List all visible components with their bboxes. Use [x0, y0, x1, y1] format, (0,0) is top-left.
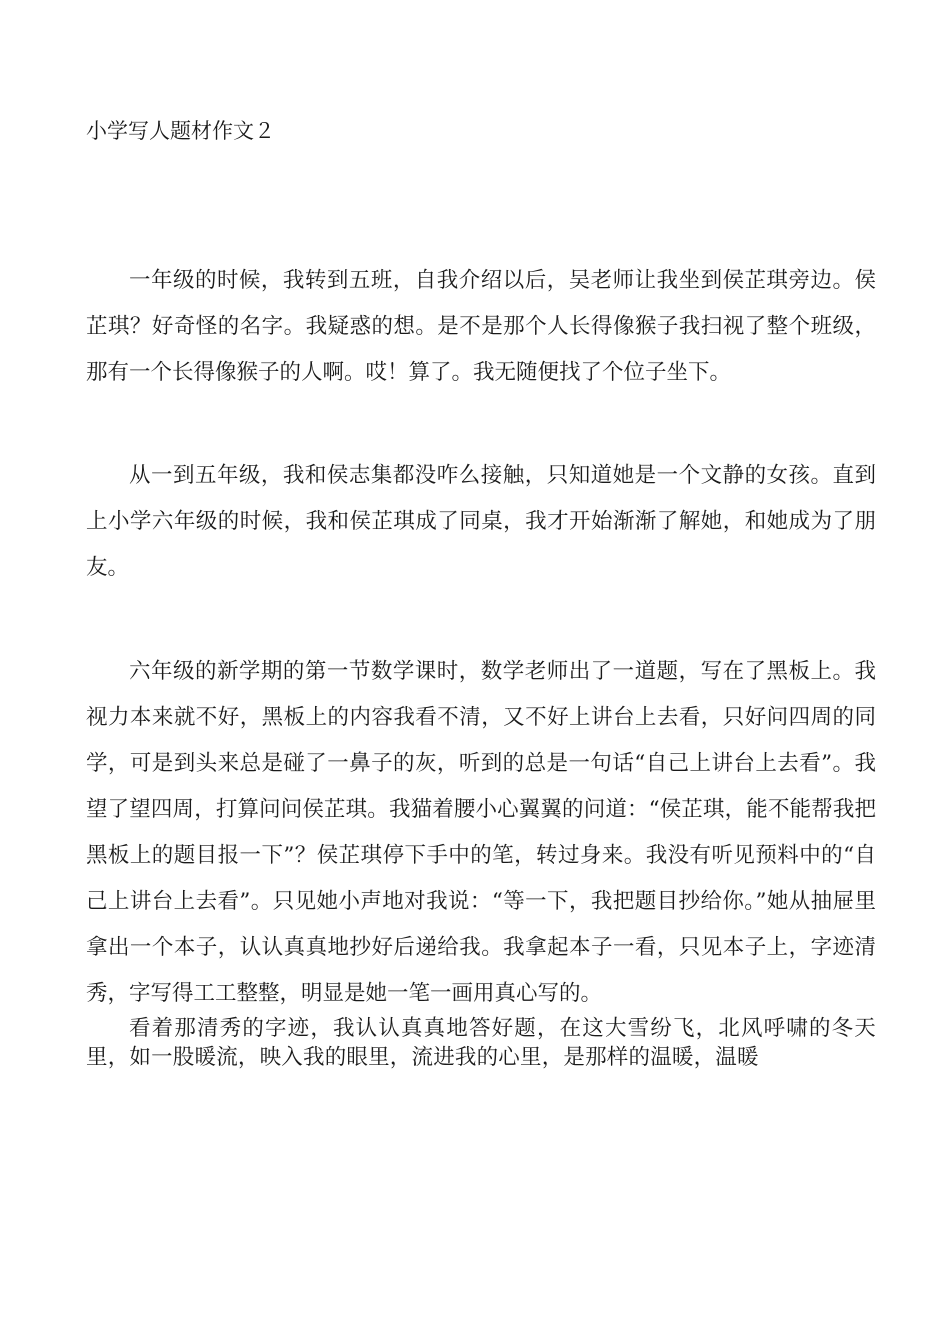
document-title: 小学写人题材作文２: [86, 119, 275, 143]
paragraph-2: 从一到五年级，我和侯志集都没咋么接触，只知道她是一个文静的女孩。直到上小学六年级的时候，我和侯芷琪成了同桌，我才开始渐渐了解她，和她成为了朋友。: [86, 463, 876, 580]
paragraph-1: 一年级的时候，我转到五班，自我介绍以后，吴老师让我坐到侯芷琪旁边。侯芷琪？好奇怪的名字。我疑惑的想。是不是那个人长得像猴子我扫视了整个班级，那有一个长得像猴子的人啊。哎！算了。我无随便找了个位子坐下。: [86, 268, 876, 385]
paragraph-3: 六年级的新学期的第一节数学课时，数学老师出了一道题，写在了黑板上。我视力本来就不好，黑板上的内容我看不清，又不好上讲台上去看，只好问四周的同学，可是到头来总是碰了一鼻子的灰，听到的总是一句话“自己上讲台上去看”。我望了望四周，打算问问侯芷琪。我猫着腰小心翼翼的问道：“侯芷琪，能不能帮我把黑板上的题目报一下”？侯芷琪停下手中的笔，转过身来。我没有听见预料中的“自己上讲台上去看”。只见她小声地对我说：“等一下，我把题目抄给你。”她从抽屉里拿出一个本子，认认真真地抄好后递给我。我拿起本子一看，只见本子上，字迹清秀，字写得工工整整，明显是她一笔一画用真心写的。: [86, 659, 876, 1006]
paragraph-4: 看着那清秀的字迹，我认认真真地答好题，在这大雪纷飞，北风呼啸的冬天里，如一股暖流，映入我的眼里，流进我的心里，是那样的温暖，温暖: [86, 1016, 876, 1070]
